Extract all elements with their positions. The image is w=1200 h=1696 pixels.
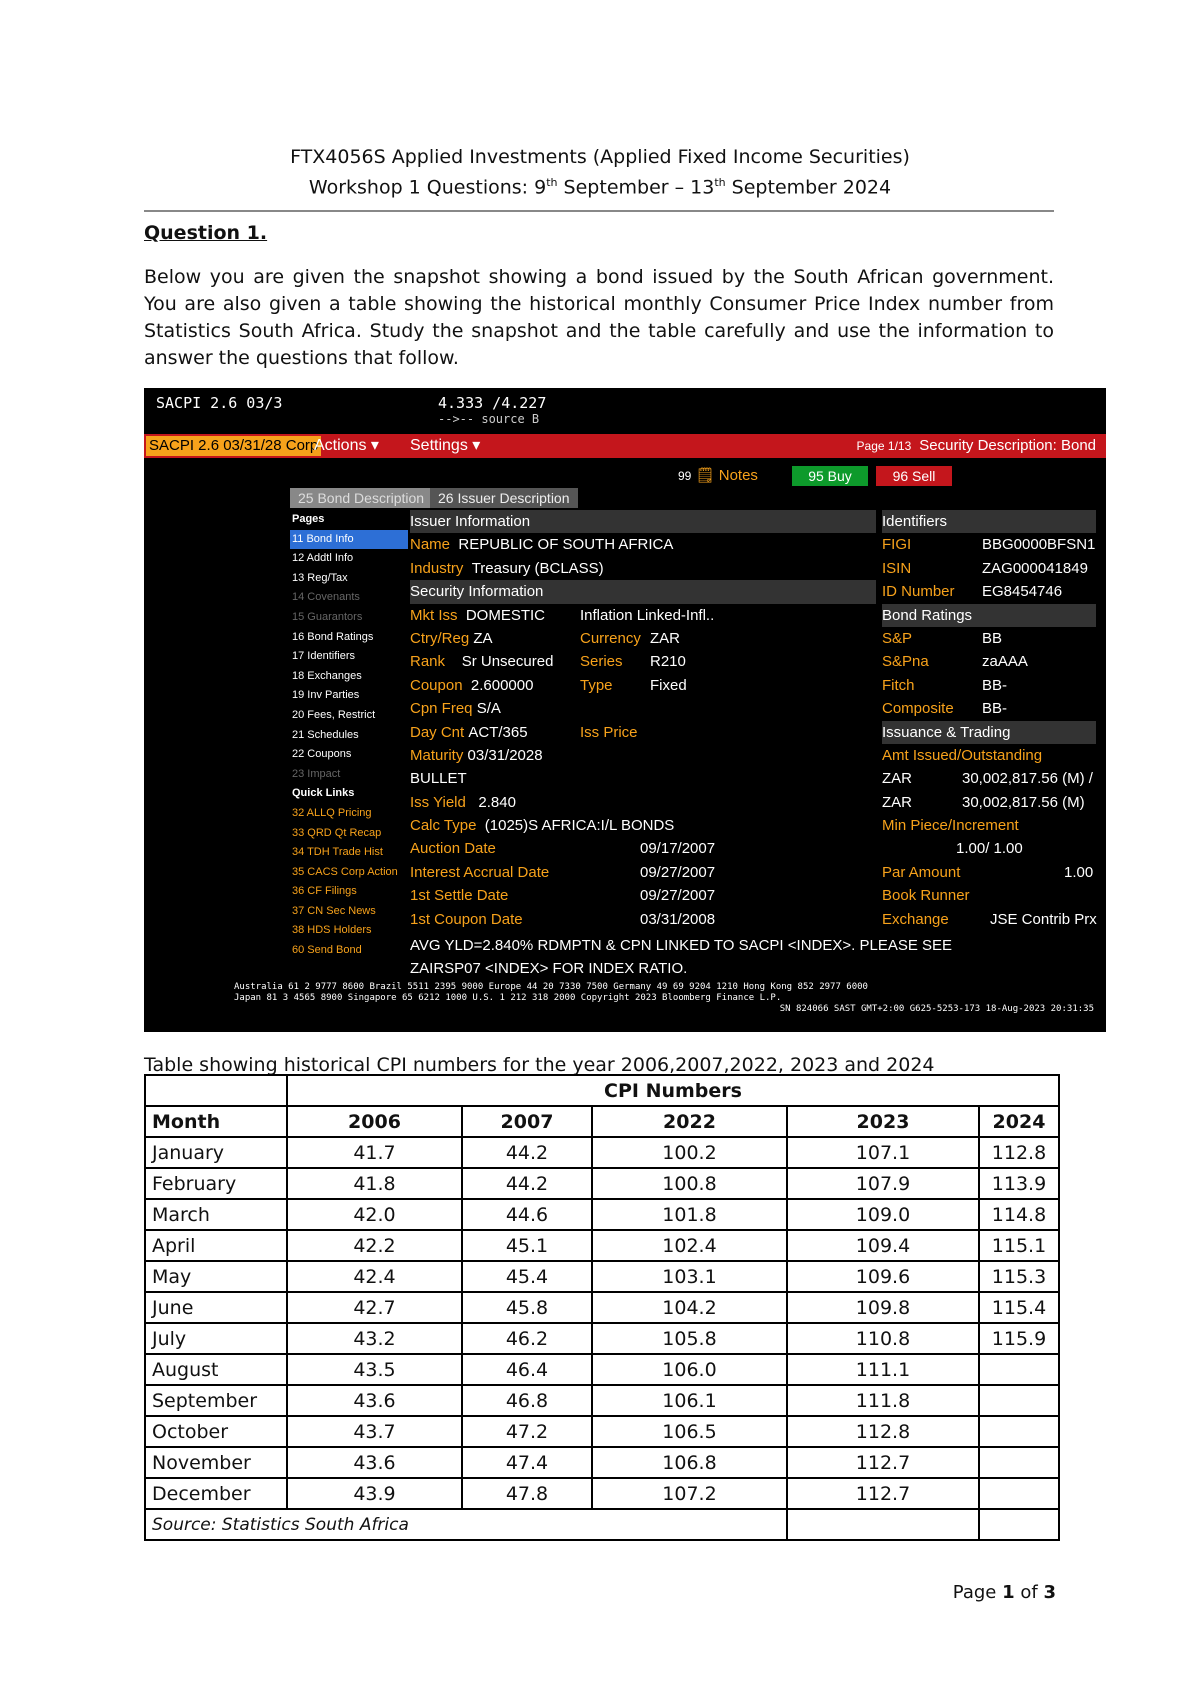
quick-link[interactable]: 32 ALLQ Pricing bbox=[292, 806, 372, 819]
cpi-value-cell: 115.9 bbox=[979, 1323, 1059, 1354]
quick-link[interactable]: 35 CACS Corp Action bbox=[292, 865, 398, 878]
cpi-value-cell: 46.2 bbox=[462, 1323, 592, 1354]
cpi-value-cell: 106.8 bbox=[592, 1447, 787, 1478]
cpn-freq-row: Cpn Freq S/A bbox=[410, 700, 501, 718]
table-row bbox=[145, 1168, 1059, 1199]
cpi-value-cell bbox=[979, 1447, 1059, 1478]
calc-type-row: Calc Type (1025)S AFRICA:I/L BONDS bbox=[410, 817, 675, 835]
sidebar-pages-header: Pages bbox=[292, 513, 325, 525]
cpi-value-cell bbox=[979, 1385, 1059, 1416]
cpi-value-cell: 106.0 bbox=[592, 1354, 787, 1385]
sidebar-item[interactable]: 17 Identifiers bbox=[292, 650, 355, 663]
month-cell: January bbox=[145, 1137, 287, 1168]
table-source: Source: Statistics South Africa bbox=[145, 1509, 787, 1540]
quick-link[interactable]: 37 CN Sec News bbox=[292, 904, 376, 917]
table-header-row bbox=[145, 1106, 1059, 1137]
cpi-value-cell: 107.2 bbox=[592, 1478, 787, 1509]
auction-date-row: Auction Date 09/17/2007 bbox=[410, 840, 716, 858]
cpi-value-cell: 112.7 bbox=[787, 1447, 979, 1478]
quick-link[interactable]: 38 HDS Holders bbox=[292, 924, 372, 937]
bond-ratings-header: Bond Ratings bbox=[882, 604, 1096, 627]
command-bar bbox=[144, 434, 1106, 458]
cpi-value-cell: 41.8 bbox=[287, 1168, 462, 1199]
quick-link[interactable]: 60 Send Bond bbox=[292, 944, 362, 957]
cpi-value-cell: 100.8 bbox=[592, 1168, 787, 1199]
maturity-row: Maturity 03/31/2028 bbox=[410, 746, 543, 764]
min-piece-row: 1.00/ 1.00 bbox=[956, 840, 1023, 858]
month-cell: September bbox=[145, 1385, 287, 1416]
quick-link[interactable]: 33 QRD Qt Recap bbox=[292, 826, 382, 839]
sidebar-item[interactable]: 14 Covenants bbox=[292, 591, 360, 604]
sidebar-item[interactable]: 19 Inv Parties bbox=[292, 689, 360, 702]
spna-row: S&Pna zaAAA bbox=[882, 653, 1028, 671]
industry-row: Industry Treasury (BCLASS) bbox=[410, 559, 604, 577]
tab-bond-description[interactable]: 25 Bond Description bbox=[290, 488, 432, 508]
amt-issued-label: Amt Issued/Outstanding bbox=[882, 746, 1043, 764]
cpi-value-cell: 46.8 bbox=[462, 1385, 592, 1416]
document-header bbox=[0, 145, 1200, 200]
day-count-row: Day Cnt ACT/365 Iss Price bbox=[410, 723, 638, 741]
month-cell: October bbox=[145, 1416, 287, 1447]
month-header: Month bbox=[145, 1106, 287, 1137]
cpi-value-cell: 47.2 bbox=[462, 1416, 592, 1447]
cpi-value-cell: 112.8 bbox=[979, 1137, 1059, 1168]
year-header: 2007 bbox=[462, 1106, 592, 1137]
iss-yield-row: Iss Yield 2.840 bbox=[410, 793, 516, 811]
security-ticker[interactable]: SACPI 2.6 03/31/28 Corp bbox=[146, 436, 321, 456]
cpi-value-cell: 112.8 bbox=[787, 1416, 979, 1447]
bond-note: AVG YLD=2.840% RDMPTN & CPN LINKED TO SACPI <INDEX>. PLEASE SEE ZAIRSP07 <INDEX> FOR INDEX RATIO. bbox=[410, 937, 953, 977]
cpi-value-cell: 43.5 bbox=[287, 1354, 462, 1385]
table-row bbox=[145, 1478, 1059, 1509]
cpi-value-cell: 114.8 bbox=[979, 1199, 1059, 1230]
cpi-value-cell: 107.9 bbox=[787, 1168, 979, 1199]
issuer-info-header: Issuer Information bbox=[410, 510, 876, 533]
page-indicator: Page 1/13 Security Description: Bond bbox=[856, 437, 1096, 454]
cpi-value-cell: 115.1 bbox=[979, 1230, 1059, 1261]
page-footer: Page 1 of 3 bbox=[952, 1582, 1056, 1603]
sidebar-item[interactable]: 12 Addtl Info bbox=[292, 552, 354, 565]
year-header: 2006 bbox=[287, 1106, 462, 1137]
cpi-value-cell: 100.2 bbox=[592, 1137, 787, 1168]
cpi-value-cell: 106.1 bbox=[592, 1385, 787, 1416]
cpi-value-cell: 43.2 bbox=[287, 1323, 462, 1354]
table-row bbox=[145, 1354, 1059, 1385]
cpi-value-cell: 110.8 bbox=[787, 1323, 979, 1354]
cpi-value-cell bbox=[979, 1416, 1059, 1447]
cpi-value-cell: 44.2 bbox=[462, 1168, 592, 1199]
cpi-value-cell: 43.9 bbox=[287, 1478, 462, 1509]
cpi-value-cell: 42.2 bbox=[287, 1230, 462, 1261]
course-title: FTX4056S Applied Investments (Applied Fixed Income Securities) bbox=[290, 146, 910, 168]
coupon-row: Coupon 2.600000 Type Fixed bbox=[410, 676, 687, 694]
table-row bbox=[145, 1261, 1059, 1292]
sidebar-item[interactable]: 21 Schedules bbox=[292, 728, 359, 741]
table-row bbox=[145, 1385, 1059, 1416]
month-cell: July bbox=[145, 1323, 287, 1354]
cpi-value-cell: 41.7 bbox=[287, 1137, 462, 1168]
ctry-row: Ctry/Reg ZA Currency ZAR bbox=[410, 629, 680, 647]
min-piece-label: Min Piece/Increment bbox=[882, 817, 1019, 835]
table-row bbox=[145, 1447, 1059, 1478]
table-group-header-row bbox=[145, 1075, 1059, 1106]
cpi-value-cell: 44.6 bbox=[462, 1199, 592, 1230]
cpi-value-cell: 103.1 bbox=[592, 1261, 787, 1292]
cpi-value-cell: 113.9 bbox=[979, 1168, 1059, 1199]
cpi-value-cell: 111.8 bbox=[787, 1385, 979, 1416]
month-cell: December bbox=[145, 1478, 287, 1509]
terminal-footer: Australia 61 2 9777 8600 Brazil 5511 2395 9000 Europe 44 20 7330 7500 Germany 49 69 9204 1210 Hong Kong 852 2977 6000 Japan 81 3 4565 8900 Singapore 65 6212 1000 U.S. 1 212 318 2000 Copyright 2023 Bloomberg Finance L.P. SN 824066 SAST GMT+2:00 G625-5253-173 18-Aug-2023 20:31:35 bbox=[234, 982, 1094, 1014]
year-header: 2022 bbox=[592, 1106, 787, 1137]
bond-info-panel bbox=[410, 510, 876, 931]
accrual-date-row: Interest Accrual Date 09/27/2007 bbox=[410, 863, 716, 881]
sidebar-item[interactable]: 22 Coupons bbox=[292, 748, 352, 761]
table-caption: Table showing historical CPI numbers for the year 2006,2007,2022, 2023 and 2024 bbox=[144, 1054, 935, 1076]
cpi-value-cell: 109.0 bbox=[787, 1199, 979, 1230]
cpi-value-cell: 47.4 bbox=[462, 1447, 592, 1478]
actions-menu[interactable]: Actions ▾ bbox=[314, 437, 379, 454]
isin-row: ISIN ZAG000041849 bbox=[882, 559, 1088, 577]
cpi-value-cell: 43.6 bbox=[287, 1385, 462, 1416]
cpi-value-cell bbox=[979, 1354, 1059, 1385]
cpi-value-cell: 104.2 bbox=[592, 1292, 787, 1323]
cpi-value-cell: 44.2 bbox=[462, 1137, 592, 1168]
cpi-value-cell: 106.5 bbox=[592, 1416, 787, 1447]
cpi-value-cell: 42.7 bbox=[287, 1292, 462, 1323]
cpi-value-cell: 43.6 bbox=[287, 1447, 462, 1478]
cpi-value-cell: 112.7 bbox=[787, 1478, 979, 1509]
sidebar-item[interactable]: 13 Reg/Tax bbox=[292, 571, 348, 584]
year-header: 2023 bbox=[787, 1106, 979, 1137]
sidebar-item[interactable]: 18 Exchanges bbox=[292, 669, 362, 682]
source-row bbox=[145, 1509, 1059, 1540]
settings-menu[interactable]: Settings ▾ bbox=[410, 437, 481, 454]
workshop-dates: Workshop 1 Questions: 9th September – 13th September 2024 bbox=[308, 176, 892, 199]
cpi-value-cell: 109.8 bbox=[787, 1292, 979, 1323]
tab-issuer-description[interactable]: 26 Issuer Description bbox=[430, 488, 578, 508]
sidebar-item[interactable]: 11 Bond Info bbox=[290, 530, 408, 550]
month-cell: June bbox=[145, 1292, 287, 1323]
sidebar-item[interactable]: 16 Bond Ratings bbox=[292, 630, 374, 643]
pages-sidebar bbox=[290, 510, 408, 961]
amt-outstanding-row: ZAR 30,002,817.56 (M) bbox=[882, 793, 1085, 811]
cpi-value-cell bbox=[979, 1478, 1059, 1509]
bid-ask-quote: 4.333 /4.227 bbox=[438, 394, 547, 412]
sidebar-item[interactable]: 23 Impact bbox=[292, 767, 341, 780]
cpi-value-cell: 45.1 bbox=[462, 1230, 592, 1261]
settle-date-row: 1st Settle Date 09/27/2007 bbox=[410, 887, 716, 905]
sidebar-item[interactable]: 15 Guarantors bbox=[292, 610, 363, 623]
bullet-row: BULLET bbox=[410, 770, 467, 788]
rank-row: Rank Sr Unsecured Series R210 bbox=[410, 653, 686, 671]
cpi-value-cell: 45.4 bbox=[462, 1261, 592, 1292]
mkt-iss-row: Mkt Iss DOMESTIC Inflation Linked-Infl.. bbox=[410, 606, 715, 624]
cpi-value-cell: 42.0 bbox=[287, 1199, 462, 1230]
question-intro: Below you are given the snapshot showing a bond issued by the South African government. You are also given a table showing the historical monthly Consumer Price Index number from Statistics South Africa. Study the snapshot and the table carefully and use the information to answer the questions that follow. bbox=[144, 266, 1054, 369]
cpi-value-cell: 102.4 bbox=[592, 1230, 787, 1261]
par-amount-row: Par Amount 1.00 bbox=[882, 863, 1094, 881]
quick-link[interactable]: 34 TDH Trade Hist bbox=[292, 846, 383, 859]
header-rule bbox=[144, 210, 1054, 212]
month-cell: August bbox=[145, 1354, 287, 1385]
year-header: 2024 bbox=[979, 1106, 1059, 1137]
cpi-value-cell: 109.6 bbox=[787, 1261, 979, 1292]
table-row bbox=[145, 1230, 1059, 1261]
issuance-header: Issuance & Trading bbox=[882, 721, 1096, 744]
cpi-table bbox=[144, 1074, 1060, 1541]
identifiers-panel bbox=[882, 510, 1106, 931]
issuer-name-row: Name REPUBLIC OF SOUTH AFRICA bbox=[410, 536, 674, 554]
table-row bbox=[145, 1292, 1059, 1323]
cpi-value-cell: 101.8 bbox=[592, 1199, 787, 1230]
top-ticker: SACPI 2.6 03/3 bbox=[156, 394, 283, 412]
bloomberg-snapshot bbox=[144, 388, 1106, 1032]
cpi-value-cell: 46.4 bbox=[462, 1354, 592, 1385]
amt-issued-row: ZAR 30,002,817.56 (M) / bbox=[882, 770, 1093, 788]
cpi-group-header: CPI Numbers bbox=[287, 1075, 1059, 1106]
sell-button[interactable]: 96 Sell bbox=[876, 466, 952, 486]
sp-row: S&P BB bbox=[882, 629, 1003, 647]
empty-cell bbox=[979, 1509, 1059, 1540]
cpi-value-cell: 115.4 bbox=[979, 1292, 1059, 1323]
table-row bbox=[145, 1323, 1059, 1354]
empty-cell bbox=[787, 1509, 979, 1540]
quick-links-header: Quick Links bbox=[292, 787, 355, 800]
cpi-value-cell: 107.1 bbox=[787, 1137, 979, 1168]
figi-row: FIGI BBG0000BFSN1 bbox=[882, 536, 1096, 554]
first-coupon-row: 1st Coupon Date 03/31/2008 bbox=[410, 910, 716, 928]
cpi-value-cell: 45.8 bbox=[462, 1292, 592, 1323]
security-info-header: Security Information bbox=[410, 580, 876, 603]
cpi-value-cell: 115.3 bbox=[979, 1261, 1059, 1292]
month-cell: April bbox=[145, 1230, 287, 1261]
question-title: Question 1. bbox=[144, 222, 268, 244]
composite-row: Composite BB- bbox=[882, 700, 1008, 718]
table-row bbox=[145, 1416, 1059, 1447]
identifiers-header: Identifiers bbox=[882, 510, 1096, 533]
table-row bbox=[145, 1137, 1059, 1168]
month-cell: November bbox=[145, 1447, 287, 1478]
month-cell: February bbox=[145, 1168, 287, 1199]
month-cell: May bbox=[145, 1261, 287, 1292]
notes-button[interactable]: 99 🗒 Notes bbox=[678, 467, 758, 484]
fitch-row: Fitch BB- bbox=[882, 676, 1008, 694]
cpi-value-cell: 105.8 bbox=[592, 1323, 787, 1354]
book-runner-row: Book Runner bbox=[882, 887, 970, 905]
quick-link[interactable]: 36 CF Filings bbox=[292, 885, 357, 898]
blank-header-cell bbox=[145, 1075, 287, 1106]
quote-source: -->-- source B bbox=[438, 412, 540, 426]
cpi-value-cell: 111.1 bbox=[787, 1354, 979, 1385]
exchange-row: Exchange JSE Contrib Prx bbox=[882, 910, 1097, 928]
buy-button[interactable]: 95 Buy bbox=[792, 466, 868, 486]
id-number-row: ID Number EG8454746 bbox=[882, 583, 1063, 601]
month-cell: March bbox=[145, 1199, 287, 1230]
sidebar-item[interactable]: 20 Fees, Restrict bbox=[292, 708, 376, 721]
cpi-value-cell: 47.8 bbox=[462, 1478, 592, 1509]
cpi-value-cell: 42.4 bbox=[287, 1261, 462, 1292]
cpi-value-cell: 109.4 bbox=[787, 1230, 979, 1261]
table-row bbox=[145, 1199, 1059, 1230]
note-icon: 🗒 bbox=[695, 467, 715, 484]
cpi-value-cell: 43.7 bbox=[287, 1416, 462, 1447]
